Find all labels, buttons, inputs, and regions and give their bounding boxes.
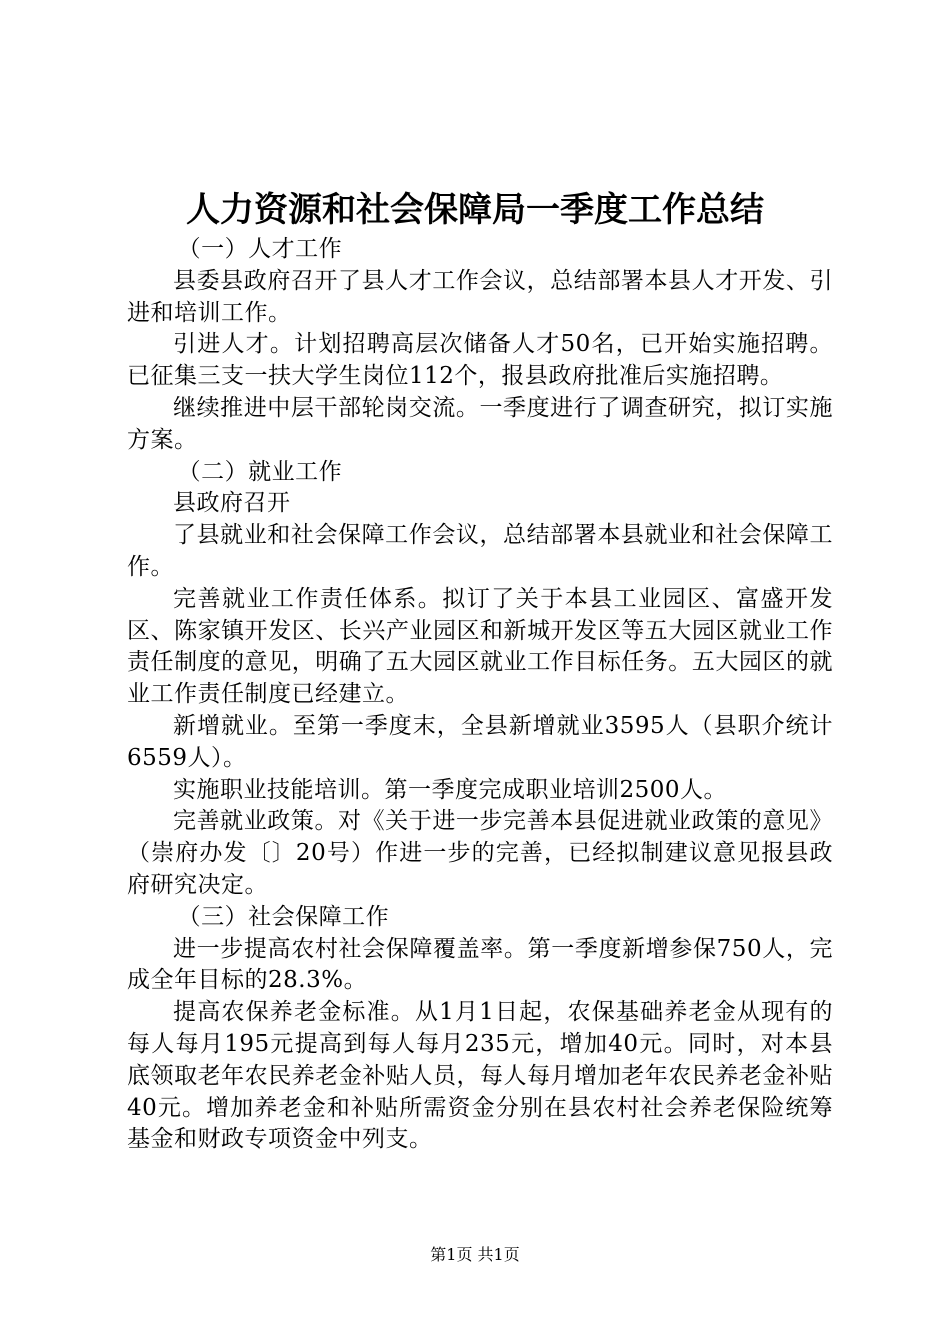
section-heading-employment: （二）就业工作 bbox=[177, 458, 343, 485]
paragraph: 县政府召开 bbox=[173, 490, 291, 517]
section-heading-talent: （一）人才工作 bbox=[177, 236, 343, 262]
document-title: 人力资源和社会保障局一季度工作总结 bbox=[186, 190, 764, 230]
paragraph: 提高农保养老金标准。从1月1日起，农保基础养老金从现有的每人每月195元提高到每人每月235元，增加40元。同时，对本县底领取老年农民养老金补贴人员，每人每月增加老年农民养老金补贴40元。增加养老金和补贴所需资金分别在县农村社会养老保险统筹基金和财政专项资金中列支。 bbox=[127, 999, 833, 1153]
page-number-footer: 第1页 共1页 bbox=[430, 1245, 520, 1264]
paragraph: 完善就业工作责任体系。拟订了关于本县工业园区、富盛开发区、陈家镇开发区、长兴产业园区和新城开发区等五大园区就业工作责任制度的意见，明确了五大园区就业工作目标任务。五大园区的就业工作责任制度已经建立。 bbox=[127, 585, 833, 708]
paragraph: 完善就业政策。对《关于进一步完善本县促进就业政策的意见》（崇府办发〔〕20号）作进一步的完善，已经拟制建议意见报县政府研究决定。 bbox=[127, 808, 833, 898]
paragraph: 新增就业。至第一季度末，全县新增就业3595人（县职介统计6559人）。 bbox=[127, 712, 833, 771]
paragraph: 继续推进中层干部轮岗交流。一季度进行了调查研究，拟订实施方案。 bbox=[127, 394, 833, 453]
document-body bbox=[127, 234, 833, 1156]
paragraph: 实施职业技能培训。第一季度完成职业培训2500人。 bbox=[173, 776, 728, 803]
section-heading-social-security: （三）社会保障工作 bbox=[177, 903, 390, 930]
paragraph: 进一步提高农村社会保障覆盖率。第一季度新增参保750人，完成全年目标的28.3%。 bbox=[127, 935, 833, 994]
paragraph: 了县就业和社会保障工作会议，总结部署本县就业和社会保障工作。 bbox=[127, 522, 833, 580]
paragraph: 引进人才。计划招聘高层次储备人才50名，已开始实施招聘。已征集三支一扶大学生岗位112个，报县政府批准后实施招聘。 bbox=[127, 331, 833, 390]
paragraph: 县委县政府召开了县人才工作会议，总结部署本县人才开发、引进和培训工作。 bbox=[127, 267, 833, 326]
